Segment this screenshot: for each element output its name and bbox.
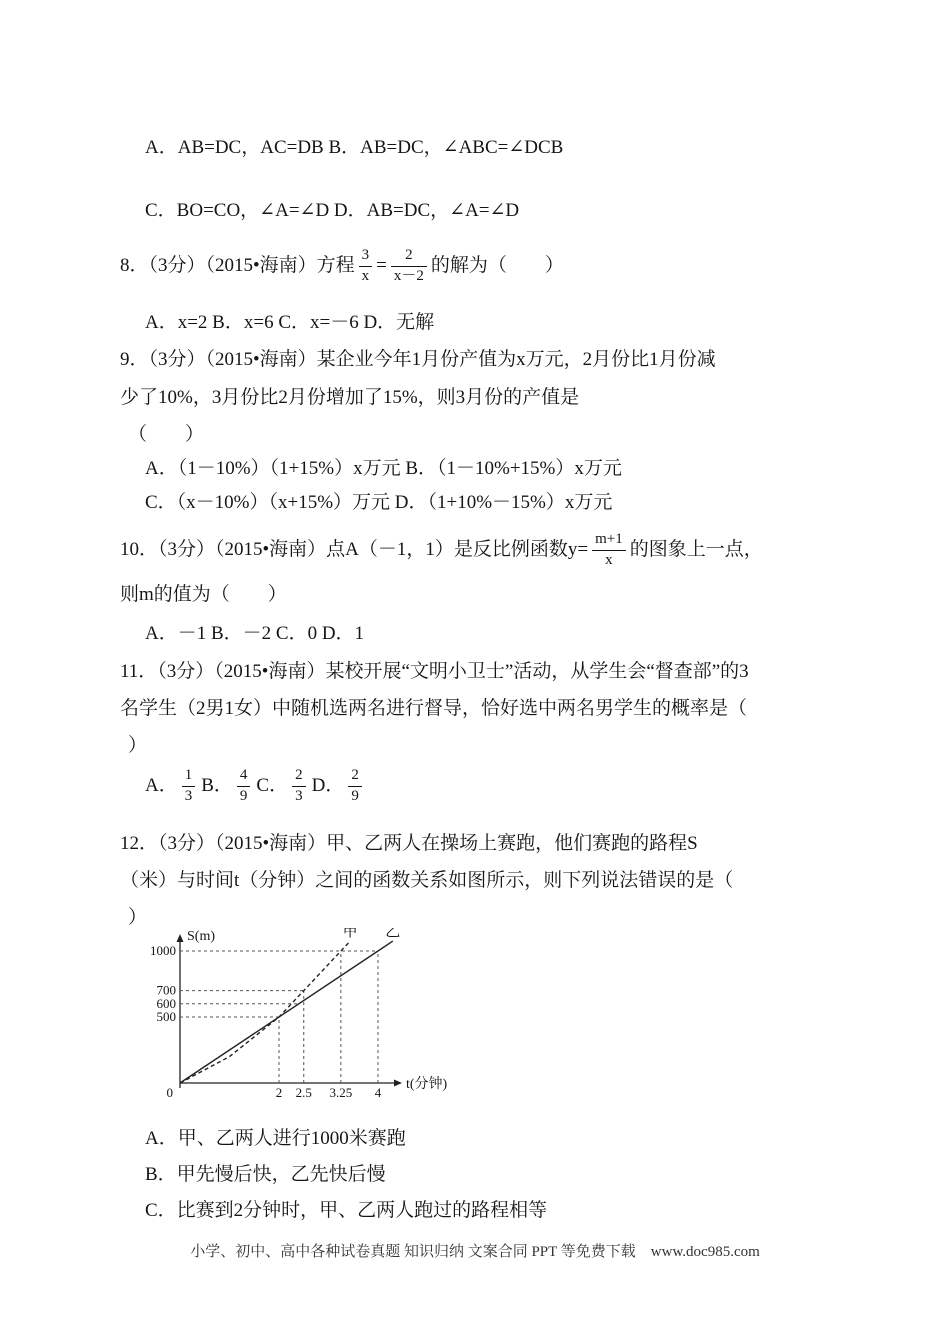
- equals-sign: =: [376, 255, 387, 276]
- question-7-options-row1: A．AB=DC，AC=DB B．AB=DC，∠ABC=∠DCB: [145, 137, 564, 158]
- y-axis-arrow-icon: [177, 934, 184, 942]
- question-12-option-c: C．比赛到2分钟时，甲、乙两人跑过的路程相等: [145, 1200, 548, 1221]
- fraction: $\frac{4}{9}$: [237, 767, 251, 805]
- x-tick-label: 3.25: [329, 1085, 353, 1100]
- fraction: $\frac{2}{9}$: [348, 767, 362, 805]
- question-7-options-row2: C．BO=CO，∠A=∠D D．AB=DC，∠A=∠D: [145, 200, 520, 221]
- fraction: $\frac{2}{x-2}$: [391, 247, 427, 285]
- chart-plot-area: [150, 928, 400, 1100]
- question-11-stem-line1: 11．（3分）（2015•海南）某校开展“文明小卫士”活动，从学生会“督查部”的3: [120, 661, 749, 682]
- option-d-label: D．: [311, 775, 345, 796]
- question-9-stem-line1: 9．（3分）（2015•海南）某企业今年1月份产值为x万元，2月份比1月份减: [120, 349, 716, 370]
- y-axis-label: S(m): [187, 929, 215, 944]
- fraction: $\frac{3}{x}$: [359, 247, 373, 285]
- question-9-options-row2: C．（x－10%）（x+15%）万元 D．（1+10%－15%）x万元: [145, 492, 613, 513]
- fraction: $\frac{m+1}{x}$: [592, 531, 626, 569]
- question-10-stem-suffix: 的图象上一点，: [629, 539, 763, 560]
- fraction: $\frac{2}{3}$: [292, 767, 306, 805]
- origin-label: 0: [166, 1085, 173, 1100]
- race-chart-figure: [150, 928, 460, 1113]
- question-9-options-row1: A．（1－10%）（1+15%）x万元 B．（1－10%+15%）x万元: [145, 458, 622, 479]
- series-line-甲: [180, 941, 350, 1083]
- question-11-stem-line3: ）: [128, 735, 148, 756]
- question-12-stem-line1: 12．（3分）（2015•海南）甲、乙两人在操场上赛跑，他们赛跑的路程S: [120, 833, 698, 854]
- question-8-stem: [120, 243, 564, 289]
- question-11-stem-line2: 名学生（2男1女）中随机选两名进行督导，恰好选中两名男学生的概率是（: [120, 698, 748, 719]
- question-9-stem-line2: 少了10%，3月份比2月份增加了15%，则3月份的产值是: [120, 387, 580, 408]
- option-b-label: B．: [201, 775, 233, 796]
- fraction: $\frac{1}{3}$: [182, 767, 196, 805]
- x-tick-label: 2.5: [295, 1085, 312, 1100]
- question-12-option-b: B．甲先慢后快，乙先快后慢: [145, 1164, 386, 1185]
- y-tick-label: 700: [156, 982, 176, 998]
- x-tick-label: 2: [275, 1085, 283, 1100]
- question-9-stem-line3: （ ）: [128, 424, 205, 445]
- y-tick-label: 1000: [150, 943, 176, 958]
- series-label: 乙: [385, 928, 401, 941]
- question-8-stem-prefix: 8．（3分）（2015•海南）方程: [120, 255, 355, 276]
- question-12-option-a: A．甲、乙两人进行1000米赛跑: [145, 1128, 406, 1149]
- question-12-stem-line3: ）: [128, 907, 148, 928]
- x-tick-label: 4: [374, 1085, 382, 1100]
- site-footer: 小学、初中、高中各种试卷真题 知识归纳 文案合同 PPT 等免费下载 www.doc985.com: [190, 1244, 760, 1260]
- question-8-options: A．x=2 B．x=6 C．x=－6 D．无解: [145, 312, 435, 333]
- question-10-options: A．－1 B．－2 C．0 D．1: [145, 623, 365, 644]
- race-chart: [150, 928, 460, 1108]
- question-10-stem-prefix: 10．（3分）（2015•海南）点A（－1，1）是反比例函数y=: [120, 539, 589, 560]
- question-10-stem-line1: [120, 527, 763, 573]
- series-label: 甲: [342, 928, 358, 941]
- question-12-stem-line2: （米）与时间t（分钟）之间的函数关系如图所示，则下列说法错误的是（: [120, 870, 734, 891]
- question-8-stem-suffix: 的解为（ ）: [430, 255, 564, 276]
- x-axis-arrow-icon: [394, 1080, 402, 1087]
- series-line-乙: [180, 941, 393, 1083]
- y-tick-label: 500: [156, 1009, 176, 1024]
- option-a-label: A．: [145, 775, 178, 796]
- question-11-options: [145, 763, 366, 809]
- question-10-stem-line2: 则m的值为（ ）: [120, 584, 287, 605]
- x-axis-label: t(分钟): [406, 1077, 448, 1092]
- option-c-label: C．: [256, 775, 289, 796]
- y-tick-label: 600: [156, 995, 176, 1011]
